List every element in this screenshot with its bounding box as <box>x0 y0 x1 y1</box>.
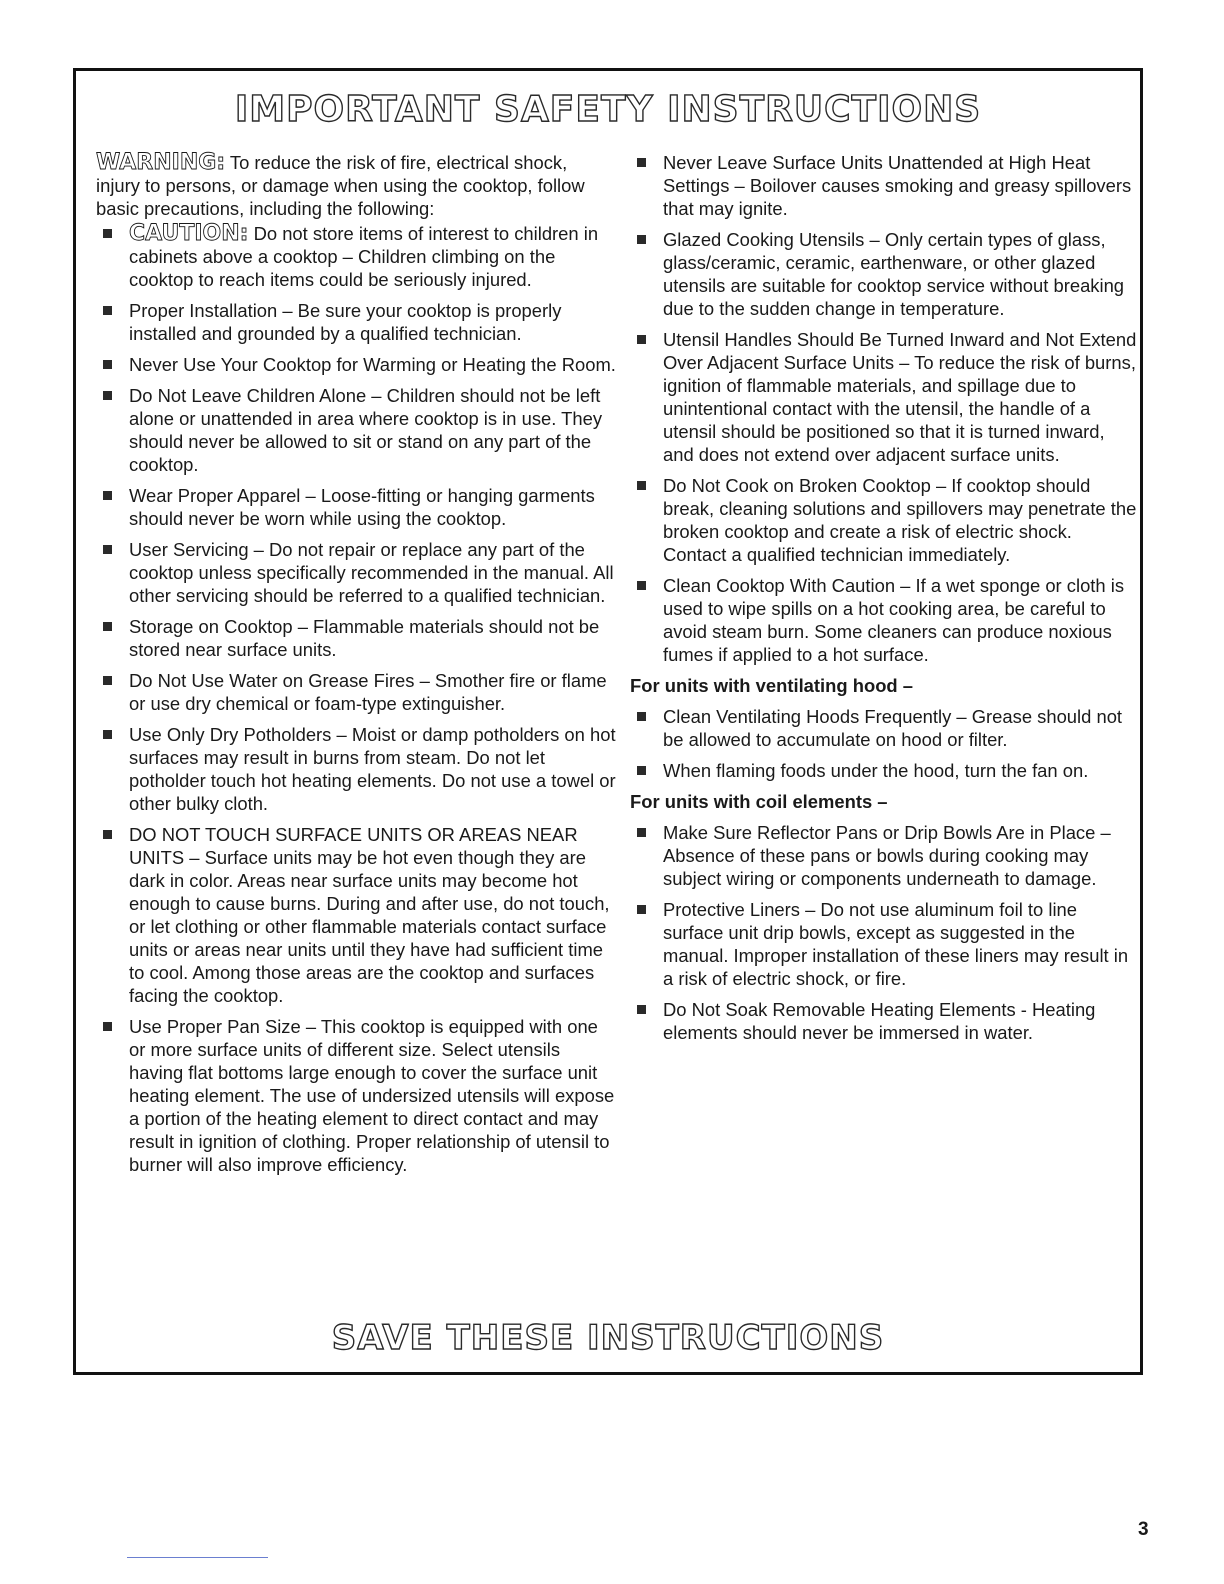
list-item <box>630 474 1140 566</box>
list-item <box>96 353 616 376</box>
square-bullet-icon <box>637 766 646 775</box>
item-text: Use Only Dry Potholders – Moist or damp potholders on hot surfaces may result in burns from steam. Do not let potholder touch hot heating elements. Do not use a towel or other bulky cloth. <box>129 724 616 814</box>
hood-bullet-list <box>630 705 1140 782</box>
item-text: DO NOT TOUCH SURFACE UNITS OR AREAS NEAR UNITS – Surface units may be hot even though they are dark in color. Areas near surface units may become hot enough to cause burns. During and after use, do not touch, or let clothing or other flammable materials contact surface units or areas near units until they have had sufficient time to cool. Among those areas are the cooktop and surfaces facing the cooktop. <box>129 824 610 1006</box>
list-item <box>630 898 1140 990</box>
left-column <box>96 151 616 1184</box>
square-bullet-icon <box>103 1022 112 1031</box>
item-text: Make Sure Reflector Pans or Drip Bowls Are in Place – Absence of these pans or bowls during cooking may subject wiring or components underneath to damage. <box>663 822 1111 889</box>
square-bullet-icon <box>103 306 112 315</box>
square-bullet-icon <box>637 235 646 244</box>
item-text: Storage on Cooktop – Flammable materials should not be stored near surface units. <box>129 616 600 660</box>
item-text: User Servicing – Do not repair or replace any part of the cooktop unless specifically recommended in the manual. All other servicing should be referred to a qualified technician. <box>129 539 614 606</box>
square-bullet-icon <box>103 360 112 369</box>
list-item <box>630 705 1140 751</box>
square-bullet-icon <box>637 905 646 914</box>
square-bullet-icon <box>103 391 112 400</box>
list-item <box>96 222 616 291</box>
item-text: Do not store items of interest to children in cabinets above a cooktop – Children climbing on the cooktop to reach items could be seriously injured. <box>129 223 599 290</box>
list-item <box>630 328 1140 466</box>
right-column <box>630 151 1140 1052</box>
item-text: Proper Installation – Be sure your cooktop is properly installed and grounded by a qualified technician. <box>129 300 562 344</box>
list-item <box>96 669 616 715</box>
coil-bullet-list <box>630 821 1140 1044</box>
list-item <box>630 759 1140 782</box>
list-item <box>96 1015 616 1176</box>
square-bullet-icon <box>103 229 112 238</box>
right-bullet-list <box>630 151 1140 666</box>
warning-paragraph <box>96 151 616 220</box>
item-text: Do Not Leave Children Alone – Children should not be left alone or unattended in area where cooktop is in use. They should never be allowed to sit or stand on any part of the cooktop. <box>129 385 603 475</box>
square-bullet-icon <box>637 1005 646 1014</box>
coil-section-heading: For units with coil elements – <box>630 791 888 812</box>
safety-instructions-box <box>73 68 1143 1375</box>
warning-text: To reduce the risk of fire, electrical shock, injury to persons, or damage when using the cooktop, follow basic precautions, including the following: <box>96 152 585 219</box>
list-item <box>96 384 616 476</box>
square-bullet-icon <box>103 622 112 631</box>
hood-section-heading: For units with ventilating hood – <box>630 675 913 696</box>
item-text: Wear Proper Apparel – Loose-fitting or hanging garments should never be worn while using the cooktop. <box>129 485 595 529</box>
square-bullet-icon <box>637 828 646 837</box>
square-bullet-icon <box>637 481 646 490</box>
square-bullet-icon <box>637 712 646 721</box>
list-item <box>96 299 616 345</box>
list-item <box>630 998 1140 1044</box>
save-instructions-footer: SAVE THESE INSTRUCTIONS <box>331 1318 885 1358</box>
square-bullet-icon <box>103 676 112 685</box>
warning-label: WARNING: <box>96 150 226 175</box>
caution-label: CAUTION: <box>129 221 249 246</box>
item-text: Use Proper Pan Size – This cooktop is equipped with one or more surface units of different size. Select utensils having flat bottoms large enough to cover the surface unit heating element. The use of undersized utensils will expose a portion of the heating element to direct contact and may result in ignition of clothing. Proper relationship of utensil to burner will also improve efficiency. <box>129 1016 615 1175</box>
square-bullet-icon <box>103 491 112 500</box>
item-text: When flaming foods under the hood, turn the fan on. <box>663 760 1089 781</box>
square-bullet-icon <box>103 830 112 839</box>
list-item <box>630 574 1140 666</box>
item-text: Do Not Soak Removable Heating Elements - Heating elements should never be immersed in water. <box>663 999 1096 1043</box>
list-item <box>96 615 616 661</box>
list-item <box>96 823 616 1007</box>
square-bullet-icon <box>637 158 646 167</box>
item-text: Protective Liners – Do not use aluminum foil to line surface unit drip bowls, except as suggested in the manual. Improper installation of these liners may result in a risk of electric shock, or fire. <box>663 899 1129 989</box>
list-item <box>96 484 616 530</box>
list-item <box>630 821 1140 890</box>
item-text: Clean Cooktop With Caution – If a wet sponge or cloth is used to wipe spills on a hot cooking area, be careful to avoid steam burn. Some cleaners can produce noxious fumes if applied to a hot surface. <box>663 575 1125 665</box>
page-number: 3 <box>1138 1519 1149 1540</box>
item-text: Never Leave Surface Units Unattended at High Heat Settings – Boilover causes smoking and greasy spillovers that may ignite. <box>663 152 1132 219</box>
item-text: Utensil Handles Should Be Turned Inward and Not Extend Over Adjacent Surface Units – To reduce the risk of burns, ignition of flammable materials, and spillage due to unintentional contact with the utensil, the handle of a utensil should be positioned so that it is turned inward, and does not extend over adjacent surface units. <box>663 329 1137 465</box>
item-text: Glazed Cooking Utensils – Only certain types of glass, glass/ceramic, ceramic, earthenware, or other glazed utensils are suitable for cooktop service without breaking due to the sudden change in temperature. <box>663 229 1125 319</box>
footer-divider <box>127 1557 268 1558</box>
page-title: IMPORTANT SAFETY INSTRUCTIONS <box>234 89 982 130</box>
square-bullet-icon <box>103 545 112 554</box>
square-bullet-icon <box>637 335 646 344</box>
item-text: Never Use Your Cooktop for Warming or Heating the Room. <box>129 354 616 375</box>
list-item <box>630 151 1140 220</box>
item-text: Clean Ventilating Hoods Frequently – Grease should not be allowed to accumulate on hood or filter. <box>663 706 1123 750</box>
item-text: Do Not Use Water on Grease Fires – Smother fire or flame or use dry chemical or foam-type extinguisher. <box>129 670 607 714</box>
item-text: Do Not Cook on Broken Cooktop – If cooktop should break, cleaning solutions and spillovers may penetrate the broken cooktop and create a risk of electric shock. Contact a qualified technician immediately. <box>663 475 1137 565</box>
list-item <box>96 538 616 607</box>
left-bullet-list <box>96 222 616 1176</box>
list-item <box>96 723 616 815</box>
square-bullet-icon <box>637 581 646 590</box>
square-bullet-icon <box>103 730 112 739</box>
list-item <box>630 228 1140 320</box>
